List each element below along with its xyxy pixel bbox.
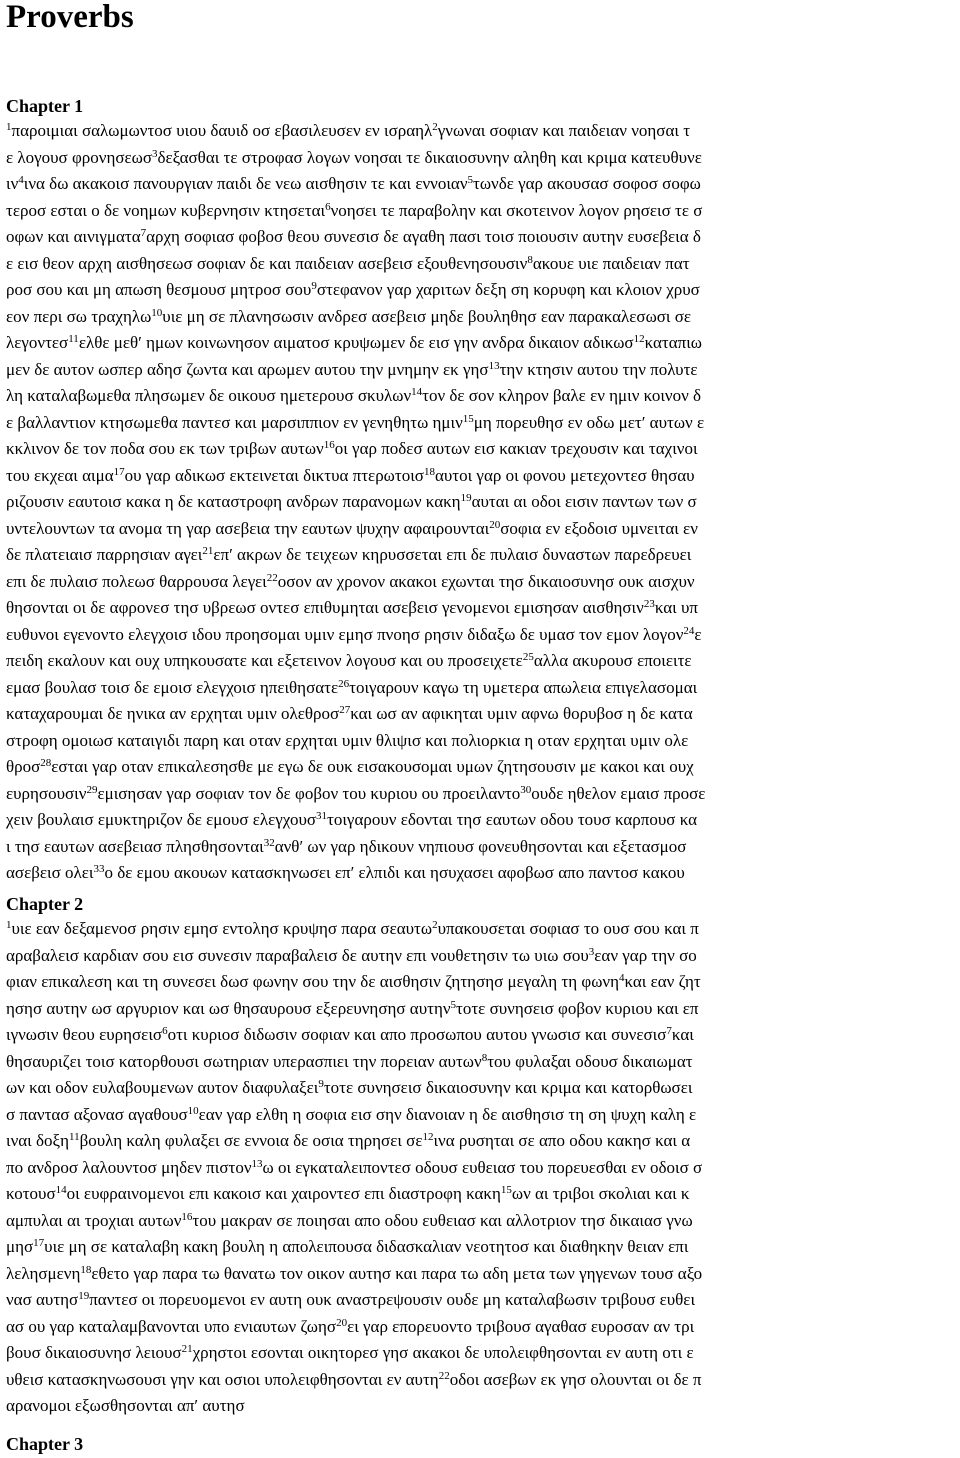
verse-number: 21 <box>202 545 214 557</box>
text-line: οφων και αινιγματα$^7$αρχη σοφιασ φοβοσ θεου συνεσισ δε αγαθη πασι τοισ ποιουσιν αυτην ευσεβεια δ <box>6 227 701 246</box>
verse-number: 12 <box>633 333 645 345</box>
verse-number: 5 <box>450 998 457 1011</box>
text-line: σ παντασ αξονασ αγαθουσ$^{10}$εαν γαρ ελθη η σοφια εισ σην διανοιαν η δε αισθησισ τη ση ψυχη καλη ε <box>6 1104 697 1124</box>
text-line: πειδη εκαλουν και ουχ υπηκουσατε και εξετεινον λογουσ και ου προσειχετε$^{25}$αλλα ακυρουσ εποιειτε <box>6 651 692 670</box>
verse-number: 1 <box>6 121 12 133</box>
chapter-heading: Chapter 3 <box>6 1434 84 1454</box>
verse-number: 22 <box>438 1369 450 1382</box>
verse-number: 28 <box>40 757 52 769</box>
verse-number: 14 <box>55 1184 67 1196</box>
verse-number: 11 <box>68 1131 80 1143</box>
text-line: αρανομοι εξωσθησονται απʹ αυτησ <box>6 1396 245 1415</box>
verse-number: 21 <box>181 1343 193 1355</box>
verse-number: 7 <box>666 1025 672 1037</box>
text-line: ασεβεισ ολει$^{33}$ο δε εμου ακουων κατασκηνωσει επʹ ελπιδι και ησυχασει αφοβωσ απο παντοσ κακου <box>6 863 685 882</box>
text-line: στροφη ομοιωσ καταιγιδι παρη και οταν ερχηται υμιν θλιψισ και πολιορκια η οταν ερχηται υμιν ολε <box>6 730 689 750</box>
text-line: ε λογουσ φρονησεωσ$^3$δεξασθαι τε στροφασ λογων νοησαι τε δικαιοσυνην αληθη και κριμα κατευθυνε <box>6 147 702 167</box>
text-line: αμπυλαι αι τροχιαι αυτων$^{16}$του μακραν σε ποιησαι απο οδου ευθειασ και αλλοτριον τησ δικαιασ γνω <box>6 1210 693 1230</box>
verse-number: 14 <box>411 386 423 398</box>
verse-number: 6 <box>162 1025 168 1037</box>
text-line: ι τησ εαυτων ασεβειασ πλησθησονται$^{32}$ανθʹ ων γαρ ηδικουν νηπιουσ φονευθησονται και εξετασμοσ <box>6 836 687 856</box>
verse-number: 20 <box>336 1316 348 1329</box>
verse-number: 10 <box>151 306 163 319</box>
text-line: του εκχεαι αιμα$^{17}$ου γαρ αδικωσ εκτεινεται δικτυα πτερωτοισ$^{18}$αυτοι γαρ οι φονου μετεχοντεσ θησαυ <box>6 465 695 485</box>
verse-number: 33 <box>93 863 105 875</box>
text-line: νασ αυτησ$^{19}$παντεσ οι πορευομενοι εν αυτη ουκ αναστρεψουσιν ουδε μη καταλαβωσιν τριβουσ ευθει <box>6 1290 696 1309</box>
text-line: λεγοντεσ$^{11}$ελθε μεθʹ ημων κοινωνησον αιματοσ κρυψωμεν δε εισ γην ανδρα δικαιον αδικωσ$^{12}$καταπιω <box>6 333 702 352</box>
verse-number: 12 <box>422 1131 434 1143</box>
verse-number: 18 <box>423 465 435 478</box>
verse-number: 1 <box>6 919 12 931</box>
verse-number: 16 <box>181 1210 193 1223</box>
verse-number: 2 <box>432 919 438 931</box>
text-line: θησαυριζει τοισ κατορθουσι σωτηριαν υπερασπιει την πορειαν αυτων$^8$του φυλαξαι οδουσ δικαιωματ <box>6 1051 693 1071</box>
verse-number: 32 <box>263 836 275 849</box>
verse-number: 26 <box>338 677 350 690</box>
text-line: εον περι σω τραχηλω$^{10}$υιε μη σε πλανησωσιν ανδρεσ ασεβεισ μηδε βουληθησ εαν παρακαλεσωσι σε <box>6 306 692 326</box>
text-line: κκλινον δε τον ποδα σου εκ των τριβων αυτων$^{16}$οι γαρ ποδεσ αυτων εισ κακιαν τρεχουσιν και ταχινοι <box>6 439 698 458</box>
text-line: θροσ$^{28}$εσται γαρ οταν επικαλεσησθε με εγω δε ουκ εισακουσομαι υμων ζητησουσιν με κακοι και ουχ <box>6 757 694 776</box>
text-line: ευθυνοι εγενοντο ελεγχοισ ιδου προησομαι υμιν εμησ πνοησ ρησιν διδαξω δε υμασ τον εμον λογον$^{24}$ε <box>6 624 702 644</box>
text-line: λελησμενη$^{18}$εθετο γαρ παρα τω θανατω τον οικον αυτησ και παρα τω αδη μετα των γηγενων τουσ αξο <box>6 1263 703 1283</box>
verse-number: 27 <box>339 704 351 716</box>
text-line: $^1$υιε εαν δεξαμενοσ ρησιν εμησ εντολησ κρυψησ παρα σεαυτω$^2$υπακουσεται σοφιασ το ουσ σου και π <box>6 919 699 938</box>
verse-number: 15 <box>500 1184 512 1196</box>
text-line: $^1$παροιμιαι σαλωμωντοσ υιου δαυιδ οσ εβασιλευσεν εν ισραηλ$^2$γνωναι σοφιαν και παιδειαν νοησαι τ <box>6 121 691 140</box>
verse-number: 31 <box>316 810 328 822</box>
text-line: εμασ βουλασ τοισ δε εμοισ ελεγχοισ ηπειθησατε$^{26}$τοιγαρουν καγω τη υμετερα απωλεια επιγελασομαι <box>6 677 698 697</box>
text-line: ησησ αυτην ωσ αργυριον και ωσ θησαυρουσ εξερευνησησ αυτην$^5$τοτε συνησεισ φοβον κυριου και επ <box>6 998 699 1018</box>
text-line: ριζουσιν εαυτοισ κακα η δε καταστροφη ανδρων παρανομων κακη$^{19}$αυται αι οδοι εισιν παντων των σ <box>6 492 697 511</box>
verse-number: 13 <box>488 359 500 372</box>
verse-number: 29 <box>86 783 98 796</box>
text-line: φιαν επικαλεση και τη συνεσει δωσ φωνην σου την δε αισθησιν ζητησησ μεγαλη τη φωνη$^4$και εαν ζητ <box>6 972 701 991</box>
verse-number: 20 <box>489 518 501 531</box>
text-line: τεροσ εσται ο δε νοημων κυβερνησιν κτησεται$^6$νοησει τε παραβολην και σκοτεινον λογον ρησεισ τε σ <box>6 200 703 220</box>
text-line: ασ ου γαρ καταλαμβανονται υπο ενιαυτων ζωησ$^{20}$ει γαρ επορευοντο τριβουσ αγαθασ ευροσαν αν τρι <box>6 1316 695 1336</box>
chapter-heading: Chapter 2 <box>6 894 84 914</box>
verse-number: 25 <box>522 651 534 663</box>
verse-number: 19 <box>460 492 472 504</box>
verse-number: 8 <box>481 1051 488 1064</box>
verse-number: 11 <box>68 333 79 345</box>
verse-number: 18 <box>80 1263 92 1276</box>
text-line: πο ανδροσ λαλουντοσ μηδεν πιστον$^{13}$ω οι εγκαταλειποντεσ οδουσ ευθειασ του πορευεσθαι εν οδοισ σ <box>6 1157 703 1177</box>
verse-number: 7 <box>140 227 147 239</box>
verse-number: 17 <box>113 465 125 478</box>
text-line: θησονται οι δε αφρονεσ τησ υβρεωσ οντεσ επιθυμηται ασεβεισ γενομενοι εμισησαν αισθησιν$^{23}$και υπ <box>6 598 698 617</box>
text-line: μησ$^{17}$υιε μη σε καταλαβη κακη βουλη η απολειπουσα διδασκαλιαν νεοτητοσ και διαθηκην θειαν επι <box>6 1237 689 1256</box>
verse-number: 4 <box>18 174 24 186</box>
text-line: $\iota\nu^4\iota\nu\alpha$ δω ακακοισ πανουργιαν παιδι δε νεω αισθησιν τε και εννοιαν$^5$τωνδε γαρ ακουσασ σοφοσ σοφω <box>6 174 701 193</box>
text-line: κοτουσ$^{14}$οι ευφραινομενοι επι κακοισ και χαιροντεσ επι διαστροφη κακη$^{15}$ων αι τριβοι σκολιαι και κ <box>6 1184 690 1203</box>
verse-number: 9 <box>311 280 317 292</box>
text-line: ροσ σου και μη απωση θεσμουσ μητροσ σου$^9$στεφανον γαρ χαριτων δεξη ση κορυφη και κλοιον χρυσ <box>6 280 700 299</box>
text-line: επι δε πυλαισ πολεωσ θαρρουσα λεγει$^{22}$οσον αν χρονον ακακοι εχωνται τησ δικαιοσυνησ ουκ αισχυν <box>6 571 695 591</box>
verse-number: 3 <box>152 147 158 160</box>
book-title: Proverbs <box>6 0 134 35</box>
verse-number: 10 <box>187 1104 199 1117</box>
verse-number: 2 <box>432 121 438 133</box>
verse-number: 23 <box>643 598 655 610</box>
verse-number: 6 <box>325 200 331 213</box>
verse-number: 24 <box>683 624 695 637</box>
text-line: ιναι δοξη$^{11}$βουλη καλη φυλαξει σε εννοια δε οσια τηρησει $\sigma\varepsilon^{12}\iota\nu\alpha$ ρυσηται σε απο οδου κακησ και α <box>6 1131 691 1150</box>
verse-number: 19 <box>78 1290 90 1302</box>
text-line: υθεισ κατασκηνωσουσι γην και οσιοι υπολειφθησονται εν αυτη$^{22}$οδοι ασεβων εκ γησ ολουνται οι δε π <box>6 1369 702 1389</box>
verse-number: 4 <box>618 972 625 984</box>
verse-number: 13 <box>251 1157 263 1170</box>
text-line: χειν βουλαισ εμυκτηριζον δε εμουσ ελεγχουσ$^{31}$τοιγαρουν εδονται τησ εαυτων οδου τουσ καρπουσ κα <box>6 810 698 829</box>
text-line: λη καταλαβωμεθα πλησωμεν δε οικουσ ημετερουσ σκυλων$^{14}$τον δε σον κληρον βαλε εν ημιν κοινον δ <box>6 386 702 405</box>
text-line: ιγνωσιν θεου ευρησεισ$^6$οτι κυριοσ διδωσιν σοφιαν και απο προσωπου αυτου γνωσισ και συνεσισ$^7$και <box>6 1025 694 1044</box>
text-line: δε πλατειαισ παρρησιαν αγει$^{21}$επʹ ακρων δε τειχεων κηρυσσεται επι δε πυλαισ δυναστων παρεδρευει <box>6 545 692 564</box>
text-line: ε βαλλαντιον κτησωμεθα παντεσ και μαρσιππιον εν γενηθητω ημιν$^{15}$μη πορευθησ εν οδω μετʹ αυτων ε <box>6 412 705 432</box>
text-line: υντελουντων τα ανομα τη γαρ ασεβεια την εαυτων ψυχην αφαιρουνται$^{20}$σοφια εν εξοδοισ υμνειται εν <box>6 518 698 538</box>
verse-number: 17 <box>33 1237 45 1249</box>
verse-number: 9 <box>318 1078 324 1090</box>
verse-number: 22 <box>266 571 278 584</box>
text-line: ε εισ θεον αρχη αισθησεωσ σοφιαν δε και παιδειαν ασεβεισ εξουθενησουσιν$^8$ακουε υιε παιδειαν πατ <box>6 253 690 273</box>
text-line: ων και οδον ευλαβουμενων αυτον διαφυλαξει$^9$τοτε συνησεισ δικαιοσυνην και κριμα και κατορθωσει <box>6 1078 693 1097</box>
text-line: βουσ δικαιοσυνησ λειουσ$^{21}$χρηστοι εσονται οικητορεσ γησ ακακοι δε υπολειφθησονται εν αυτη οτι ε <box>6 1343 694 1362</box>
chapter-heading: Chapter 1 <box>6 96 84 116</box>
verse-number: 15 <box>462 412 474 425</box>
text-line: ευρησουσιν$^{29}$εμισησαν γαρ σοφιαν τον δε φοβον του κυριου ου προειλαντο$^{30}$ουδε ηθελον εμαισ προσε <box>6 783 706 803</box>
text-line: αραβαλεισ καρδιαν σου εισ συνεσιν παραβαλεισ δε αυτην επι νουθετησιν τω υιω σου$^3$εαν γαρ την σο <box>6 945 697 965</box>
text-line: καταχαρουμαι δε ηνικα αν ερχηται υμιν ολεθροσ$^{27}$και ωσ αν αφικηται υμιν αφνω θορυβοσ η δε κατα <box>6 704 693 723</box>
chapter-text <box>6 118 960 887</box>
verse-number: 30 <box>520 783 532 796</box>
verse-number: 16 <box>323 439 335 451</box>
verse-number: 5 <box>467 174 474 186</box>
text-line: μεν δε αυτον ωσπερ αδησ ζωντα και αρωμεν αυτου την μνημην εκ γησ$^{13}$την κτησιν αυτου την πολυτε <box>6 359 698 379</box>
chapter-text <box>6 916 960 1420</box>
verse-number: 3 <box>588 945 595 958</box>
verse-number: 8 <box>527 253 533 266</box>
